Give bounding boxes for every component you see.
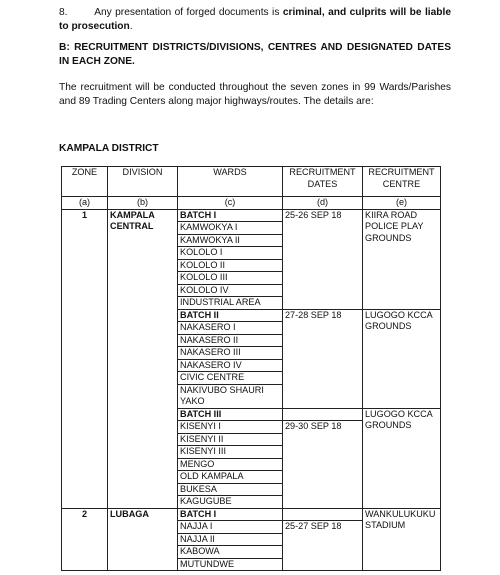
batch-label: BATCH I bbox=[178, 508, 283, 521]
ward-cell: KISENYI I bbox=[178, 421, 283, 434]
table-header-row bbox=[62, 167, 441, 197]
batch-label: BATCH I bbox=[178, 209, 283, 222]
paragraph-8 bbox=[59, 6, 451, 33]
ward-cell: KAMWOKYA I bbox=[178, 222, 283, 235]
section-b-heading: B: RECRUITMENT DISTRICTS/DIVISIONS, CENTRES AND DESIGNATED DATES IN EACH ZONE. bbox=[59, 42, 451, 67]
table-subheader-row bbox=[62, 197, 441, 210]
paragraph-text: Any presentation of forged documents is bbox=[94, 7, 283, 18]
table-row bbox=[62, 209, 441, 222]
header-division: DIVISION bbox=[108, 167, 178, 197]
centre-cell: LUGOGO KCCA GROUNDS bbox=[363, 408, 441, 508]
ward-cell: KOLOLO II bbox=[178, 259, 283, 272]
dates-cell-spacer bbox=[283, 508, 363, 521]
ward-cell: NAJJA I bbox=[178, 521, 283, 534]
ward-cell: NAKASERO III bbox=[178, 347, 283, 360]
centre-cell: KIIRA ROAD POLICE PLAY GROUNDS bbox=[363, 209, 441, 309]
recruitment-table bbox=[61, 166, 441, 571]
subheader-e: (e) bbox=[363, 197, 441, 210]
centre-cell: WANKULUKUKU STADIUM bbox=[363, 508, 441, 571]
header-dates: RECRUITMENT DATES bbox=[283, 167, 363, 197]
ward-cell: KAGUGUBE bbox=[178, 496, 283, 509]
ward-cell: KISENYI II bbox=[178, 433, 283, 446]
dates-cell-spacer bbox=[283, 408, 363, 421]
ward-cell: KOLOLO I bbox=[178, 247, 283, 260]
batch-label: BATCH II bbox=[178, 309, 283, 322]
intro-paragraph: The recruitment will be conducted throughout the seven zones in 99 Wards/Parishes and 89 Trading Centers along major highways/routes. The details are: bbox=[59, 82, 451, 107]
header-centre: RECRUITMENT CENTRE bbox=[363, 167, 441, 197]
division-cell: LUBAGA bbox=[108, 508, 178, 571]
subheader-a: (a) bbox=[62, 197, 108, 210]
ward-cell: CIVIC CENTRE bbox=[178, 372, 283, 385]
subheader-d: (d) bbox=[283, 197, 363, 210]
ward-cell: KAMWOKYA II bbox=[178, 234, 283, 247]
subheader-b: (b) bbox=[108, 197, 178, 210]
subheader-c: (c) bbox=[178, 197, 283, 210]
ward-cell: NAKASERO IV bbox=[178, 359, 283, 372]
ward-cell: MUTUNDWE bbox=[178, 558, 283, 571]
dates-cell: 25-27 SEP 18 bbox=[283, 521, 363, 571]
paragraph-end: . bbox=[129, 20, 133, 32]
dates-cell: 27-28 SEP 18 bbox=[283, 309, 363, 408]
ward-cell: KOLOLO IV bbox=[178, 284, 283, 297]
batch-label: BATCH III bbox=[178, 408, 283, 421]
ward-cell: MENGO bbox=[178, 458, 283, 471]
header-zone: ZONE bbox=[62, 167, 108, 197]
dates-cell: 25-26 SEP 18 bbox=[283, 209, 363, 309]
ward-cell: KABOWA bbox=[178, 546, 283, 559]
division-cell: KAMPALA CENTRAL bbox=[108, 209, 178, 508]
ward-cell: KISENYI III bbox=[178, 446, 283, 459]
zone-cell: 2 bbox=[62, 508, 108, 571]
ward-cell: NAKASERO II bbox=[178, 334, 283, 347]
ward-cell: NAKIVUBO SHAURI YAKO bbox=[178, 384, 283, 408]
paragraph-emphasis: criminal, and culprits will be liable to prosecution bbox=[59, 7, 451, 32]
ward-cell: OLD KAMPALA bbox=[178, 471, 283, 484]
ward-cell: KOLOLO III bbox=[178, 272, 283, 285]
ward-cell: NAKASERO I bbox=[178, 322, 283, 335]
centre-cell: LUGOGO KCCA GROUNDS bbox=[363, 309, 441, 408]
header-wards: WARDS bbox=[178, 167, 283, 197]
district-title: KAMPALA DISTRICT bbox=[59, 143, 159, 154]
dates-cell: 29-30 SEP 18 bbox=[283, 421, 363, 509]
zone-cell: 1 bbox=[62, 209, 108, 508]
paragraph-number: 8. bbox=[59, 7, 68, 18]
ward-cell: INDUSTRIAL AREA bbox=[178, 297, 283, 310]
ward-cell: BUKESA bbox=[178, 483, 283, 496]
ward-cell: NAJJA II bbox=[178, 533, 283, 546]
table-row bbox=[62, 508, 441, 521]
